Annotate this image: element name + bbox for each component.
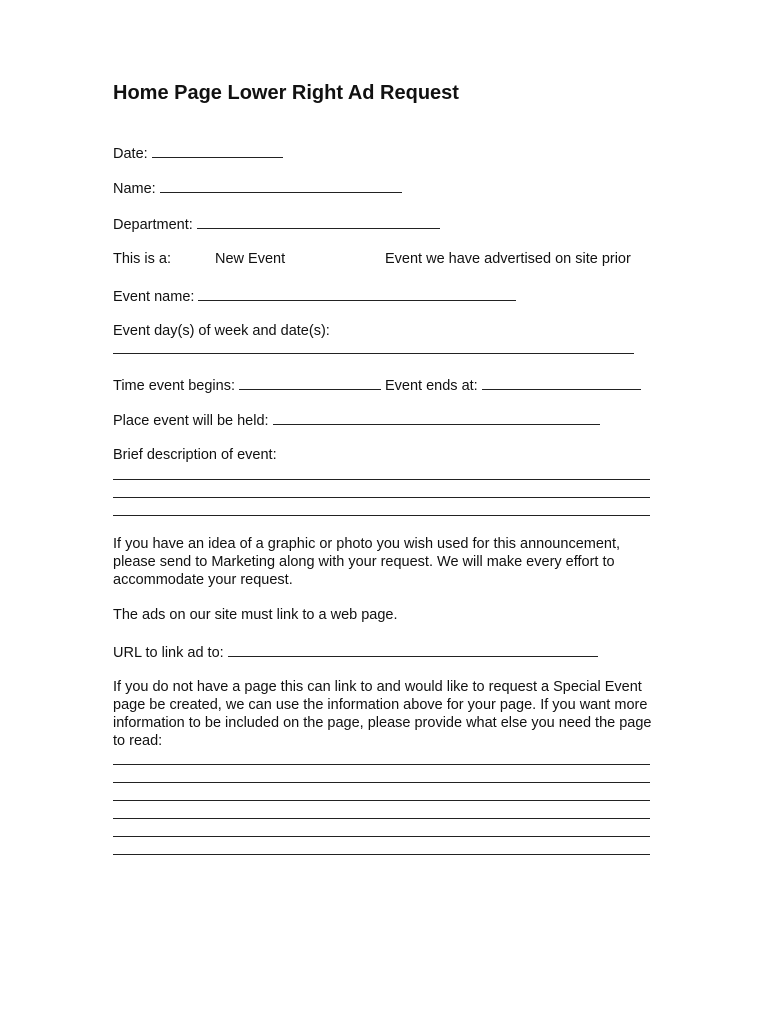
time-row	[113, 375, 641, 395]
time-ends-label: Event ends at:	[385, 378, 478, 394]
time-ends-field[interactable]	[482, 375, 641, 390]
time-begins-field[interactable]	[239, 375, 381, 390]
option-advertised-prior[interactable]: Event we have advertised on site prior	[385, 251, 631, 267]
event-days-label: Event day(s) of week and date(s):	[113, 323, 330, 339]
option-new-event[interactable]: New Event	[215, 251, 286, 267]
page-content-line-2[interactable]	[113, 782, 650, 783]
name-label: Name:	[113, 181, 156, 197]
graphic-note: If you have an idea of a graphic or photo you wish used for this announcement, please send to Marketing along with your request. We will make every effort to accommodate your request.	[113, 536, 621, 588]
description-line-2[interactable]	[113, 497, 650, 498]
url-label: URL to link ad to:	[113, 645, 224, 661]
time-begins-label: Time event begins:	[113, 378, 235, 394]
link-note: The ads on our site must link to a web page.	[113, 607, 398, 623]
description-line-3[interactable]	[113, 515, 650, 516]
place-field[interactable]	[273, 410, 600, 425]
department-field[interactable]	[197, 214, 440, 229]
place-label: Place event will be held:	[113, 413, 269, 429]
page-title: Home Page Lower Right Ad Request	[113, 82, 459, 104]
event-name-field[interactable]	[198, 286, 516, 301]
date-field[interactable]	[152, 143, 283, 158]
description-line-1[interactable]	[113, 479, 650, 480]
event-name-label: Event name:	[113, 289, 195, 305]
page-content-line-1[interactable]	[113, 764, 650, 765]
date-label: Date:	[113, 146, 148, 162]
event-name-row	[113, 286, 516, 306]
name-field[interactable]	[160, 178, 402, 193]
page-content-line-4[interactable]	[113, 818, 650, 819]
page-content-line-5[interactable]	[113, 836, 650, 837]
description-label: Brief description of event:	[113, 447, 277, 463]
url-row	[113, 642, 598, 662]
page-content-line-3[interactable]	[113, 800, 650, 801]
place-row	[113, 410, 600, 430]
special-page-note: If you do not have a page this can link to and would like to request a Special Event page be created, we can use the information above for your page. If you want more information to be included on the page, please provide what else you need the page to read:	[113, 679, 652, 749]
this-is-a-label: This is a:	[113, 251, 172, 267]
event-days-field[interactable]	[113, 353, 634, 354]
department-row	[113, 214, 440, 234]
department-label: Department:	[113, 217, 193, 233]
url-field[interactable]	[228, 642, 598, 657]
page-content-line-6[interactable]	[113, 854, 650, 855]
name-row	[113, 178, 402, 198]
date-row	[113, 143, 283, 163]
